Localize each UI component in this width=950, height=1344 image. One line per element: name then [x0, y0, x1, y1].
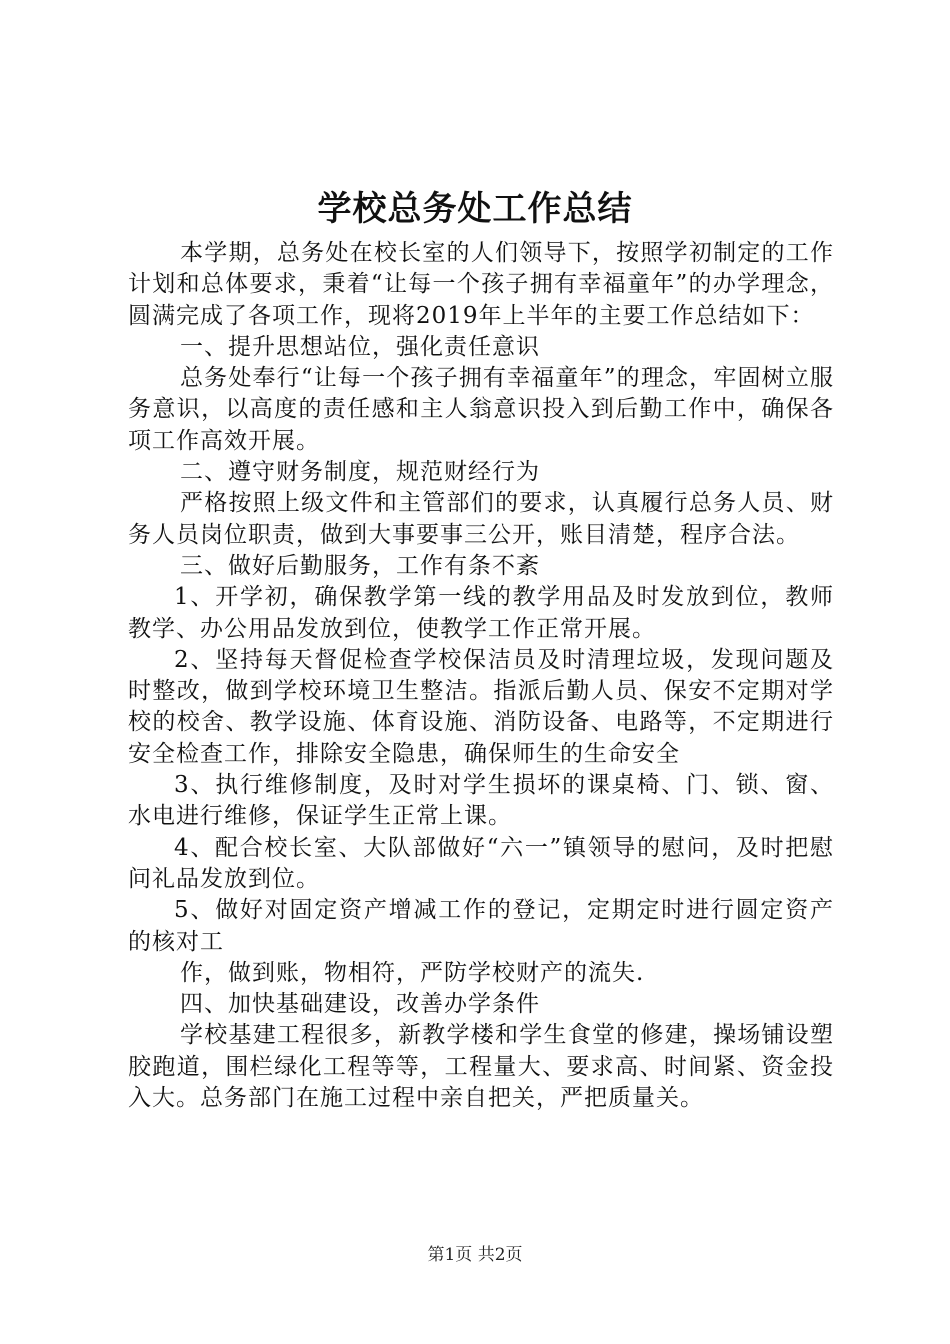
section-paragraph-2: 严格按照上级文件和主管部们的要求，认真履行总务人员、财务人员岗位职责，做到大事要事三公开，账目清楚，程序合法。 [128, 490, 834, 548]
section-heading-4: 四、加快基础建设，改善办学条件 [180, 991, 540, 1018]
list-item-5-continued: 作，做到账，物相符，严防学校财产的流失. [180, 959, 645, 986]
document-body [128, 238, 834, 1114]
section-paragraph-4: 学校基建工程很多，新教学楼和学生食堂的修建，操场铺设塑胶跑道，围栏绿化工程等等，工程量大、要求高、时间紧、资金投入大。总务部门在施工过程中亲自把关，严把质量关。 [128, 1022, 834, 1112]
section-heading-2: 二、遵守财务制度，规范财经行为 [180, 459, 540, 486]
list-item-5: 5、做好对固定资产增减工作的登记，定期定时进行圆定资产的核对工 [128, 897, 834, 955]
intro-paragraph: 本学期，总务处在校长室的人们领导下，按照学初制定的工作计划和总体要求，秉着“让每一个孩子拥有幸福童年”的办学理念，圆满完成了各项工作，现将2019年上半年的主要工作总结如下： [128, 240, 834, 329]
list-item-2: 2、坚持每天督促检查学校保洁员及时清理垃圾，发现问题及时整改，做到学校环境卫生整洁。指派后勤人员、保安不定期对学校的校舍、教学设施、体育设施、消防设备、电路等，不定期进行安全检查工作，排除安全隐患，确保师生的生命安全 [128, 646, 834, 767]
list-item-4: 4、配合校长室、大队部做好“六一”镇领导的慰问，及时把慰问礼品发放到位。 [128, 834, 834, 892]
section-heading-1: 一、提升思想站位，强化责任意识 [180, 333, 540, 360]
section-heading-3: 三、做好后勤服务，工作有条不紊 [180, 552, 540, 579]
list-item-3: 3、执行维修制度，及时对学生损坏的课桌椅、门、锁、窗、水电进行维修，保证学生正常上课。 [128, 772, 834, 830]
document-title: 学校总务处工作总结 [317, 189, 633, 229]
list-item-1: 1、开学初，确保教学第一线的教学用品及时发放到位，教师教学、办公用品发放到位，使教学工作正常开展。 [128, 584, 834, 642]
section-paragraph-1: 总务处奉行“让每一个孩子拥有幸福童年”的理念，牢固树立服务意识，以高度的责任感和主人翁意识投入到后勤工作中，确保各项工作高效开展。 [128, 365, 834, 454]
page-footer: 第1页 共2页 [427, 1245, 523, 1265]
